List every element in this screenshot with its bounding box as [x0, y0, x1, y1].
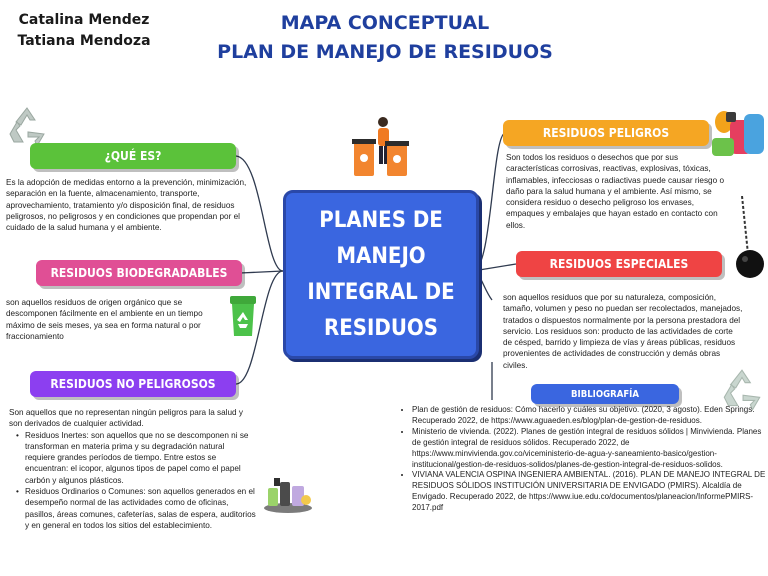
- author-name: Tatiana Mendoza: [17, 33, 151, 49]
- reference-item: • Plan de gestión de residuos: Cómo hacerlo y cuáles su objetivo. (2020, 3 agosto). Eden Springs. Recuperado 2022, de https://www.aguaeden.es/blog/plan-de-gestion-de-residuos.: [412, 405, 766, 427]
- central-node: [283, 190, 479, 359]
- page-subtitle: PLAN DE MANEJO DE RESIDUOS: [217, 41, 553, 63]
- node-peligrosos-header: [503, 120, 709, 146]
- bibliografia-list: [398, 405, 766, 514]
- authors: [14, 10, 154, 52]
- node-label: BIBLIOGRAFÍA: [571, 388, 639, 400]
- node-no-peligrosos-body: [9, 407, 256, 531]
- wrecking-ball-icon: [730, 196, 768, 282]
- recycle-bin-icon: [228, 294, 258, 338]
- node-que-es-header: [30, 143, 236, 169]
- page-title: MAPA CONCEPTUAL: [280, 12, 490, 34]
- hazard-barrels-icon: [710, 106, 768, 158]
- node-no-peligrosos-header: [30, 371, 236, 397]
- central-node-text: PLANES DE MANEJO INTEGRAL DE RESIDUOS: [307, 207, 455, 341]
- list-item: • Residuos Ordinarios o Comunes: son aquellos generados en el desempeño normal de las actividades como de oficinas, pasillos, áreas comunes, cafeterías, salas de espera, auditorios y en general en todos los sitios del establecimiento.: [25, 486, 256, 531]
- no-peligrosos-list: [9, 430, 256, 532]
- list-item: • Residuos Inertes: son aquellos que no se descomponen ni se transforman en materia prima y su degradación natural requiere grandes períodos de tiempo. Entre estos se encuentran: el icopor, algunos tipos de papel como el papel carbón y algunos plásticos.: [25, 430, 256, 486]
- garbage-pile-icon: [262, 474, 314, 514]
- node-label: RESIDUOS ESPECIALES: [549, 257, 689, 271]
- node-label: ¿QUÉ ES?: [104, 149, 162, 163]
- node-label: RESIDUOS PELIGROS: [542, 126, 670, 140]
- node-que-es-text: Es la adopción de medidas entorno a la prevención, minimización, separación en la fuente, almacenamiento, transporte, aprovechamiento, tratamiento y/o disposición final, de residuos peligrosos, no peligrosos y en condiciones que propendan por el cuidado de la salud humana y el ambiente.: [6, 178, 247, 233]
- reference-item: • Ministerio de vivienda. (2022). Planes de gestión integral de residuos sólidos | Minvivienda. Planes de gestión integral de residuos sólidos. Recuperado 2022, de https://www.minvivienda.gov.co/viceministerio-de-agua-y-saneamiento-basico/gestion-institucional/gestion-de-residuos-solidos/planes-de-gestion-integral-de-residuos-solidos.: [412, 427, 766, 471]
- node-especiales-header: [516, 251, 722, 277]
- node-biodegradables-header: [36, 260, 242, 286]
- trash-bins-person-icon: [350, 112, 410, 180]
- node-label: RESIDUOS NO PELIGROSOS: [50, 377, 216, 391]
- node-no-peligrosos-intro: Son aquellos que no representan ningún peligros para la salud y son derivados de cualquier actividad.: [9, 408, 243, 429]
- reference-item: • VIVIANA VALENCIA OSPINA INGENIERA AMBIENTAL. (2016). PLAN DE MANEJO INTEGRAL DE RESIDUOS SÓLIDOS INSTITUCIÓN UNIVERSITARIA DE ENVIGADO (PMIRS). Alcaldía de Envigado. Recuperado 2022, de https://www.iue.edu.co/documentos/planeacion/InformePMIRS-2017.pdf: [412, 470, 766, 514]
- node-especiales-text: son aquellos residuos que por su naturaleza, composición, tamaño, volumen y peso no puedan ser recolectados, manejados, tratados o dispuestos normalmente por la persona prestadora del servicio. Los residuos son: producto de las actividades de corte de césped, barrido y limpieza de vías y áreas públicas, residuos provenientes de actividades de construcción y demás obras civiles.: [503, 293, 743, 370]
- node-peligrosos-text: Son todos los residuos o desechos que por sus características corrosivas, reactivas, explosivas, tóxicas, inflamables, infecciosas o radiactivas puede causar riesgo o daño para la salud humana y el ambiente. Así mismo, se considera residuo o desecho peligroso los envases, empaques y embalajes que hayan estado en contacto con ellos.: [506, 153, 724, 230]
- author-name: Catalina Mendez: [18, 12, 150, 28]
- node-biodegradables-text: son aquellos residuos de origen orgánico que se descomponen fácilmente en el ambiente en un tiempo máximo de seis meses, ya sea en forma natural o por fraccionamiento: [6, 298, 203, 341]
- bibliografia-header: [531, 384, 679, 404]
- node-label: RESIDUOS BIODEGRADABLES: [50, 266, 228, 280]
